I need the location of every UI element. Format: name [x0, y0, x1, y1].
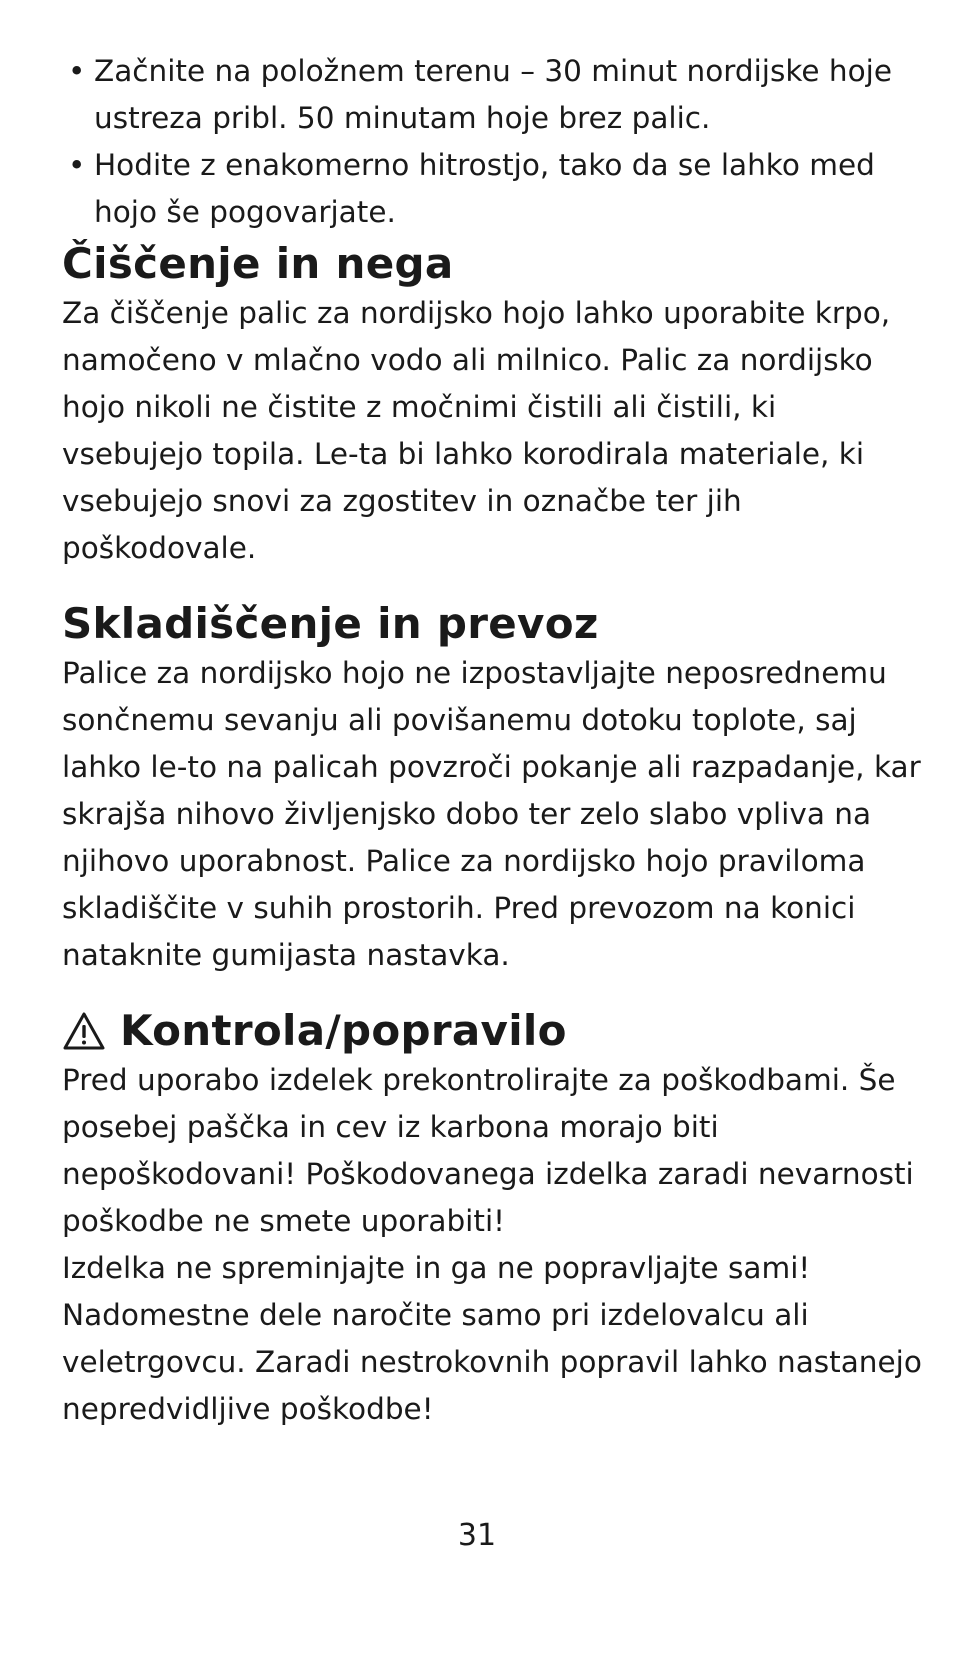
section-heading-text: Kontrola/popravilo	[120, 1006, 567, 1055]
section-heading-cleaning: Čiščenje in nega	[62, 239, 454, 288]
tips-list	[62, 48, 922, 236]
bullet-text: Hodite z enakomerno hitrostjo, tako da se lahko med hojo še pogovarjate.	[94, 148, 875, 229]
section-heading-inspection	[62, 1005, 922, 1057]
list-item	[62, 142, 922, 236]
section-paragraph: Pred uporabo izdelek prekontrolirajte za poškodbami. Še posebej paščka in cev iz karbona morajo biti nepoškodovani! Poškodovanega izdelka zaradi nevarnosti poškodbe ne smete uporabiti!	[62, 1063, 914, 1238]
section-paragraph: Izdelka ne spreminjajte in ga ne popravljajte sami! Nadomestne dele naročite samo pri izdelovalcu ali veletrgovcu. Zaradi nestrokovnih popravil lahko nastanejo nepredvidljive poškodbe!	[62, 1251, 922, 1426]
bullet-icon: •	[68, 148, 86, 182]
warning-triangle-icon	[62, 1011, 106, 1051]
page-number: 31	[457, 1518, 497, 1553]
bullet-icon: •	[68, 54, 86, 88]
bullet-text: Začnite na položnem terenu – 30 minut nordijske hoje ustreza pribl. 50 minutam hoje brez palic.	[94, 54, 893, 135]
section-paragraph: Za čiščenje palic za nordijsko hojo lahko uporabite krpo, namočeno v mlačno vodo ali milnico. Palic za nordijsko hojo nikoli ne čistite z močnimi čistili ali čistili, ki vsebujejo topila. Le-ta bi lahko korodirala materiale, ki vsebujejo snovi za zgostitev in označbe ter jih poškodovale.	[62, 296, 891, 565]
section-paragraph: Palice za nordijsko hojo ne izpostavljajte neposrednemu sončnemu sevanju ali povišanemu dotoku toplote, saj lahko le-to na palicah povzroči pokanje ali razpadanje, kar skrajša nihovo življenjsko dobo ter zelo slabo vpliva na njihovo uporabnost. Palice za nordijsko hojo praviloma skladiščite v suhih prostorih. Pred prevozom na konici nataknite gumijasta nastavka.	[62, 656, 921, 972]
document-page	[62, 48, 922, 1433]
list-item	[62, 48, 922, 142]
section-heading-storage: Skladiščenje in prevoz	[62, 599, 599, 648]
